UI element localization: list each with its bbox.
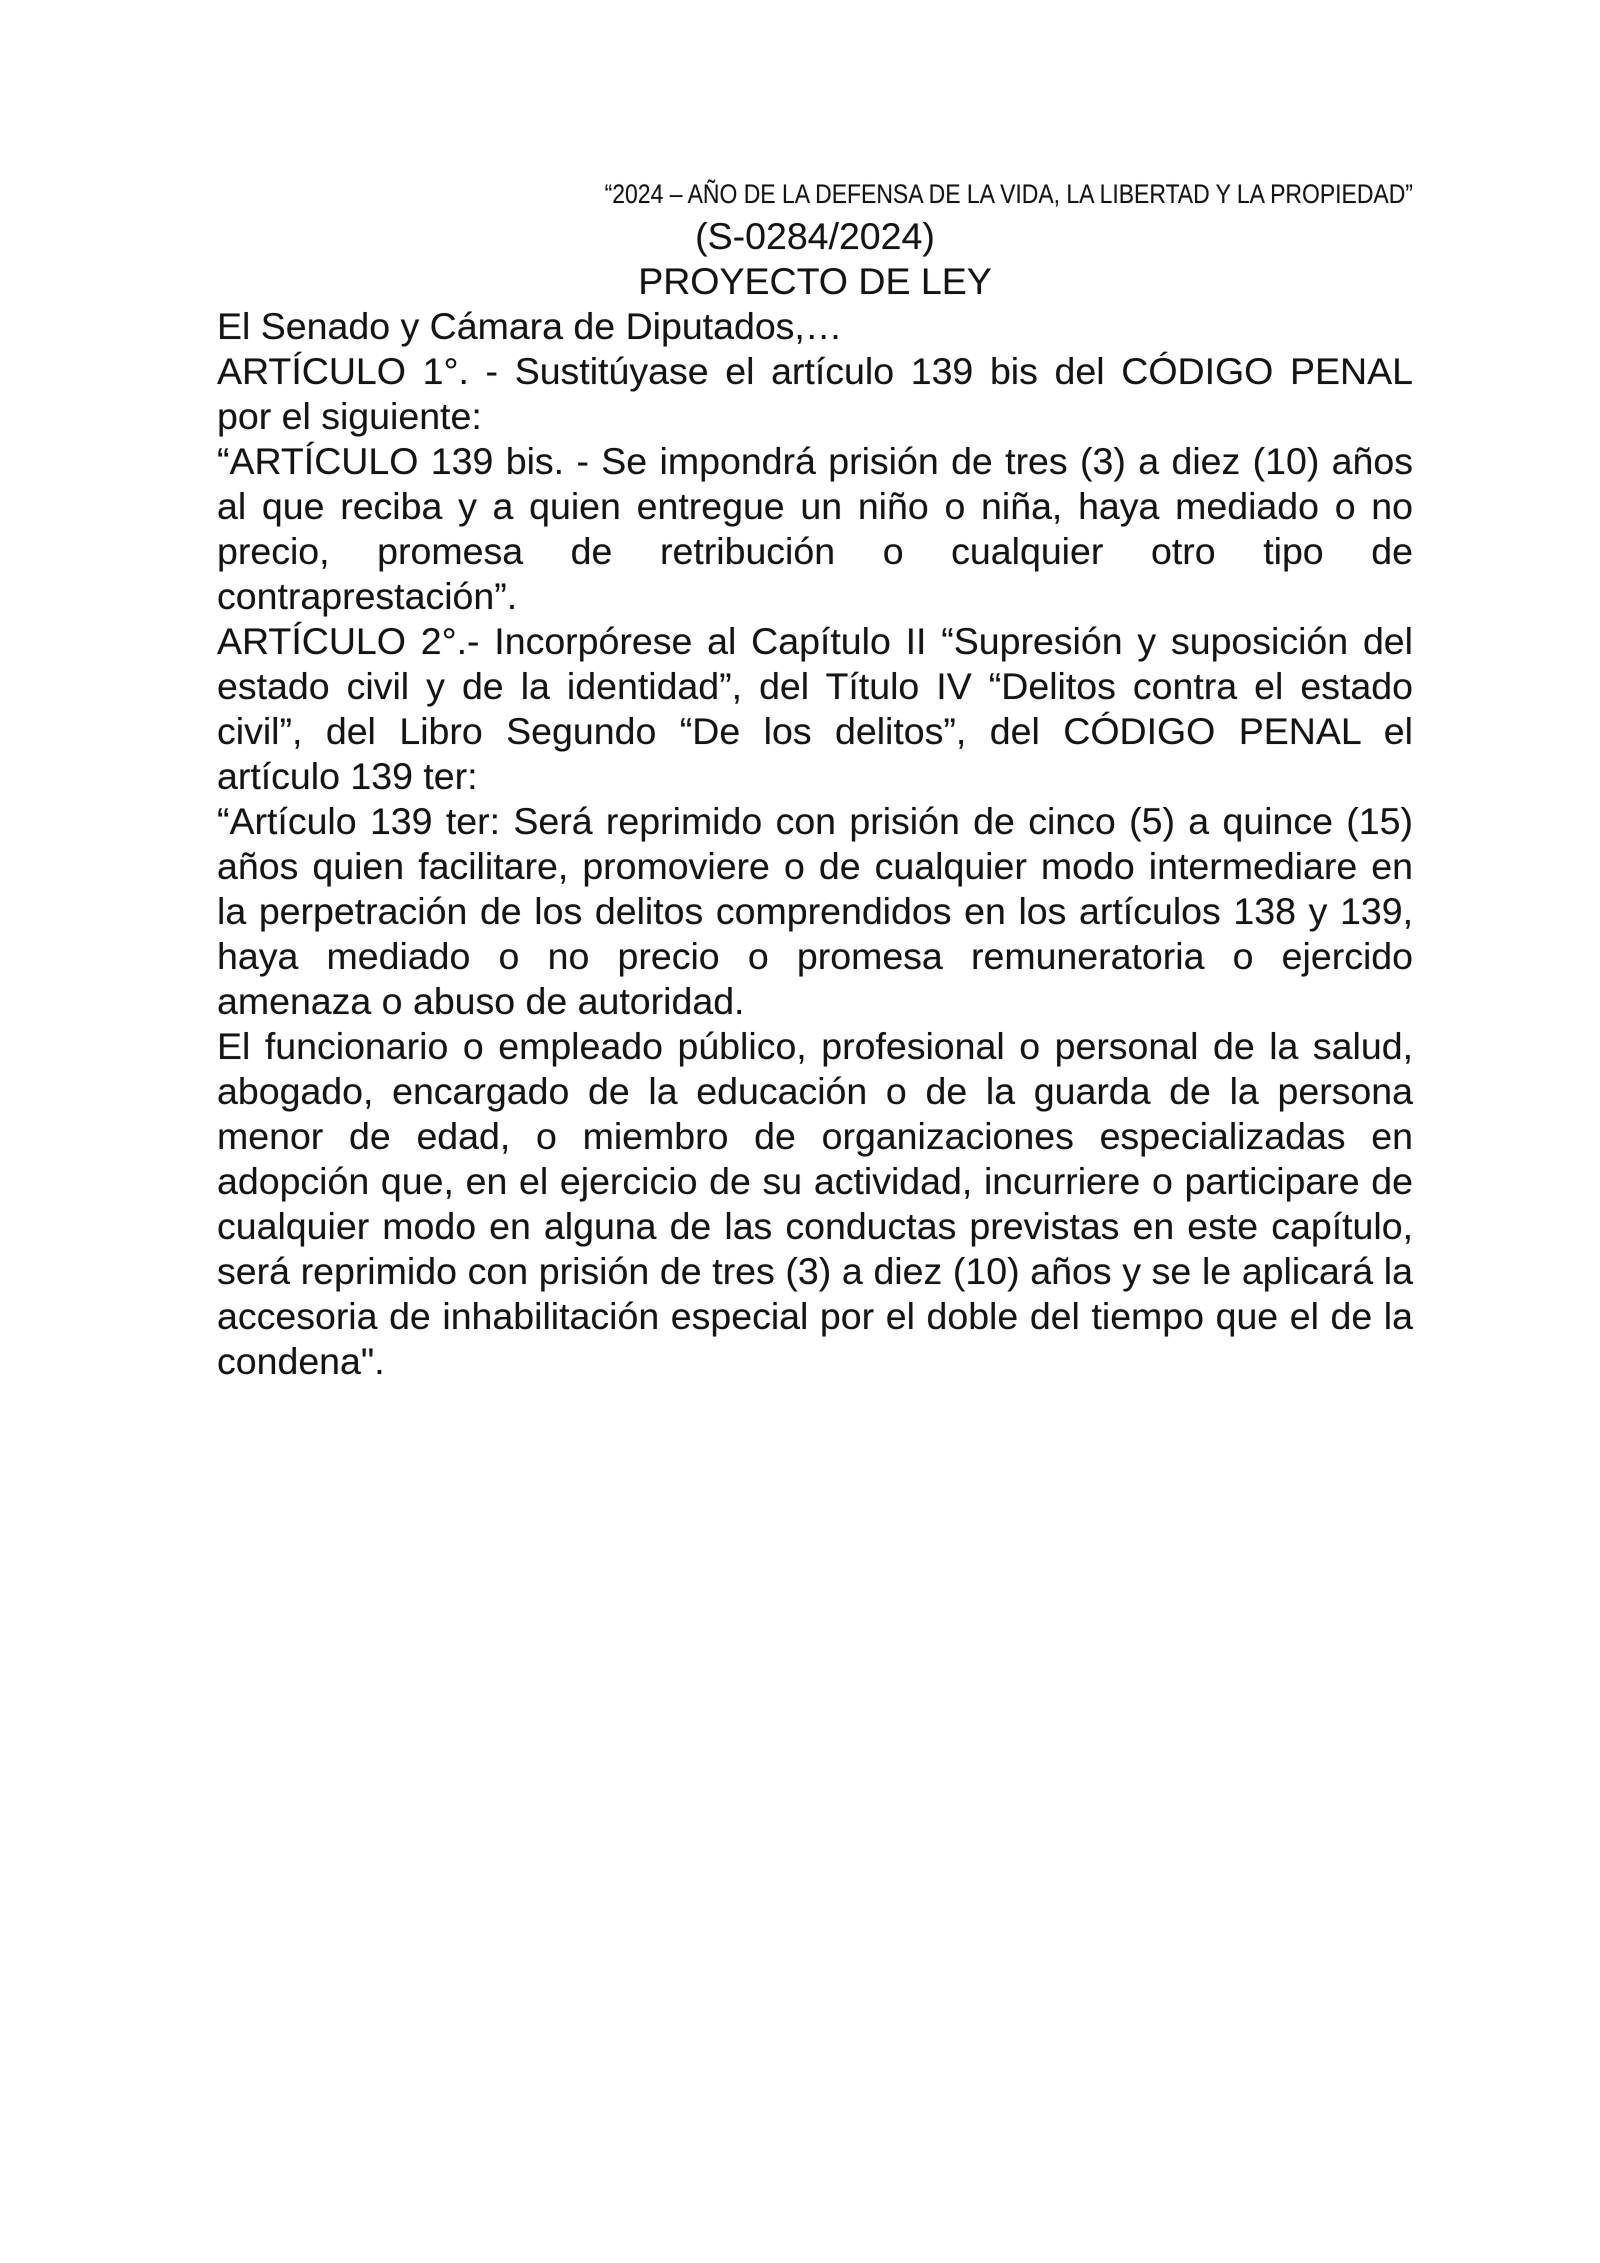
paragraph-article-139ter: “Artículo 139 ter: Será reprimido con prisión de cinco (5) a quince (15) años quien facilitare, promoviere o de cualquier modo intermediare en la perpetración de los delitos comprendidos en los artículos 138 y 139, haya mediado o no precio o promesa remuneratoria o ejercido amenaza o abuso de autoridad. [217, 800, 1413, 1022]
file-number: (S-0284/2024) [695, 215, 935, 257]
header-year-motto [217, 174, 1413, 214]
document-body [217, 214, 1413, 1384]
opening-line: El Senado y Cámara de Diputados,… [217, 305, 843, 347]
paragraph-article-1-intro: ARTÍCULO 1°. - Sustitúyase el artículo 139 bis del CÓDIGO PENAL por el siguiente: [217, 350, 1413, 437]
document-title: PROYECTO DE LEY [638, 260, 992, 302]
paragraph-article-2-intro: ARTÍCULO 2°.- Incorpórese al Capítulo II “Supresión y suposición del estado civil y de la identidad”, del Título IV “Delitos contra el estado civil”, del Libro Segundo “De los delitos”, del CÓDIGO PENAL el artículo 139 ter: [217, 620, 1413, 797]
paragraph-article-139bis: “ARTÍCULO 139 bis. - Se impondrá prisión de tres (3) a diez (10) años al que reciba y a quien entregue un niño o niña, haya mediado o no precio, promesa de retribución o cualquier otro tipo de contraprestación”. [217, 440, 1413, 617]
paragraph-article-139ter-continuation: El funcionario o empleado público, profesional o personal de la salud, abogado, encargado de la educación o de la guarda de la persona menor de edad, o miembro de organizaciones especializadas en adopción que, en el ejercicio de su actividad, incurriere o participare de cualquier modo en alguna de las conductas previstas en este capítulo, será reprimido con prisión de tres (3) a diez (10) años y se le aplicará la accesoria de inhabilitación especial por el doble del tiempo que el de la condena". [217, 1025, 1413, 1382]
header-year-motto-text: “2024 – AÑO DE LA DEFENSA DE LA VIDA, LA LIBERTAD Y LA PROPIEDAD” [604, 179, 1413, 209]
